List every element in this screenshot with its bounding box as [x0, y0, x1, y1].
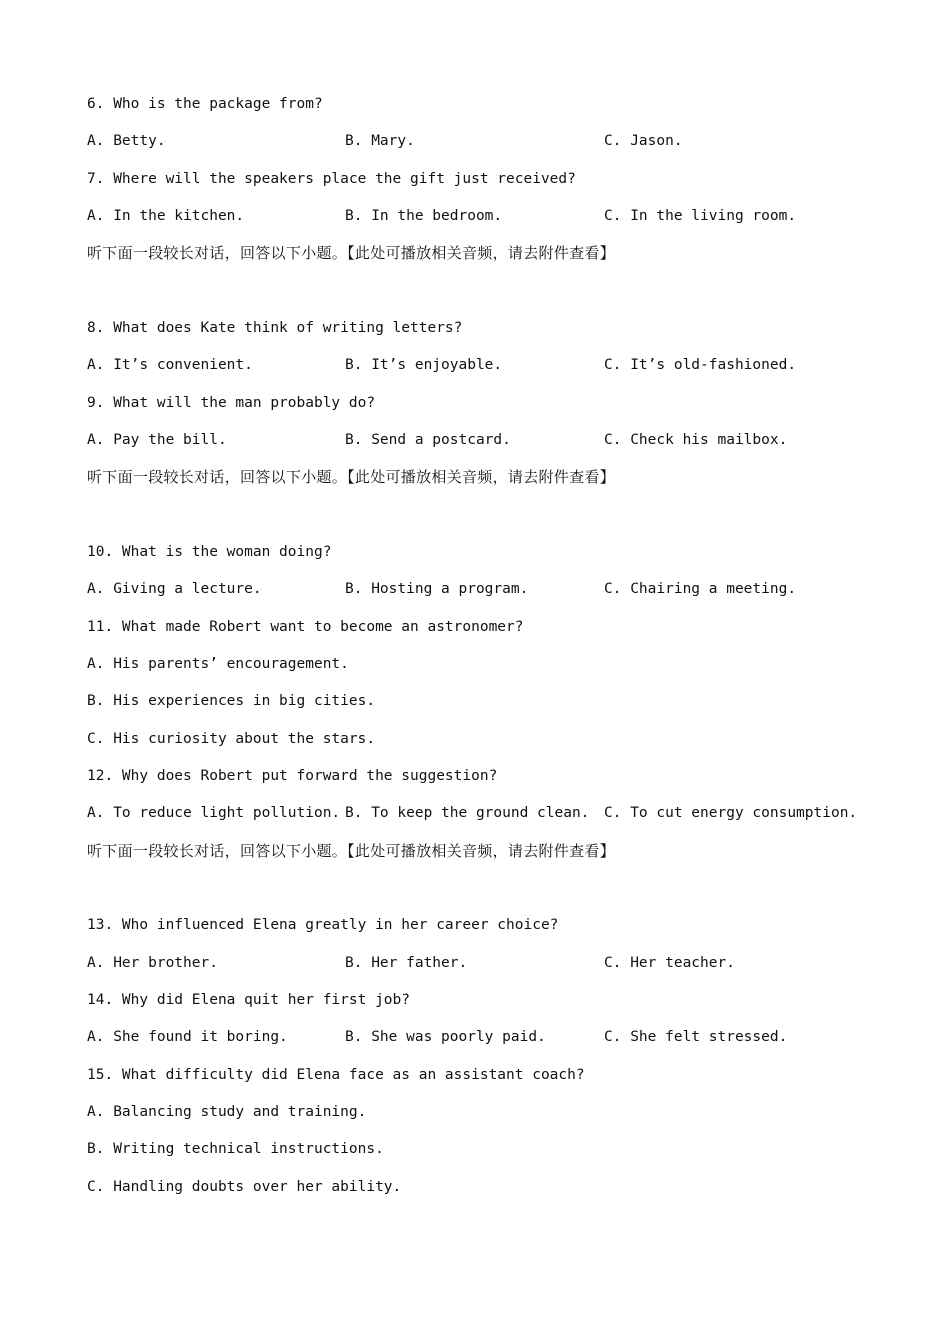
- q10-option-c: C. Chairing a meeting.: [604, 581, 797, 597]
- listening-instruction-3: 听下面一段较长对话，回答以下小题。【此处可播放相关音频，请去附件查看】: [87, 842, 616, 860]
- q7-option-c: C. In the living room.: [604, 208, 797, 224]
- q14-option-b: B. She was poorly paid.: [345, 1029, 546, 1045]
- listening-instruction-1: 听下面一段较长对话，回答以下小题。【此处可播放相关音频，请去附件查看】: [87, 244, 616, 262]
- question-7: 7. Where will the speakers place the gift just received?: [87, 171, 576, 187]
- q11-option-a: A. His parents’ encouragement.: [87, 656, 349, 672]
- q9-option-b: B. Send a postcard.: [345, 432, 511, 448]
- q8-option-a: A. It’s convenient.: [87, 357, 253, 373]
- question-11: 11. What made Robert want to become an astronomer?: [87, 619, 524, 635]
- q6-option-b: B. Mary.: [345, 133, 415, 149]
- q13-option-a: A. Her brother.: [87, 955, 218, 971]
- question-9: 9. What will the man probably do?: [87, 395, 376, 411]
- q10-option-a: A. Giving a lecture.: [87, 581, 262, 597]
- question-6: 6. Who is the package from?: [87, 96, 323, 112]
- q14-option-a: A. She found it boring.: [87, 1029, 288, 1045]
- q7-option-b: B. In the bedroom.: [345, 208, 503, 224]
- question-14: 14. Why did Elena quit her first job?: [87, 992, 411, 1008]
- q12-option-b: B. To keep the ground clean.: [345, 805, 590, 821]
- question-8: 8. What does Kate think of writing letters?: [87, 320, 463, 336]
- q15-option-b: B. Writing technical instructions.: [87, 1141, 384, 1157]
- q13-option-c: C. Her teacher.: [604, 955, 735, 971]
- q10-option-b: B. Hosting a program.: [345, 581, 529, 597]
- q9-option-c: C. Check his mailbox.: [604, 432, 788, 448]
- q6-option-c: C. Jason.: [604, 133, 683, 149]
- q8-option-c: C. It’s old-fashioned.: [604, 357, 797, 373]
- q8-option-b: B. It’s enjoyable.: [345, 357, 503, 373]
- listening-instruction-2: 听下面一段较长对话，回答以下小题。【此处可播放相关音频，请去附件查看】: [87, 468, 616, 486]
- q12-option-a: A. To reduce light pollution.: [87, 805, 341, 821]
- q12-option-c: C. To cut energy consumption.: [604, 805, 858, 821]
- q6-option-a: A. Betty.: [87, 133, 166, 149]
- q15-option-c: C. Handling doubts over her ability.: [87, 1179, 402, 1195]
- q15-option-a: A. Balancing study and training.: [87, 1104, 367, 1120]
- q11-option-b: B. His experiences in big cities.: [87, 693, 376, 709]
- question-12: 12. Why does Robert put forward the suggestion?: [87, 768, 498, 784]
- question-15: 15. What difficulty did Elena face as an assistant coach?: [87, 1067, 585, 1083]
- q13-option-b: B. Her father.: [345, 955, 468, 971]
- q11-option-c: C. His curiosity about the stars.: [87, 731, 376, 747]
- question-10: 10. What is the woman doing?: [87, 544, 332, 560]
- q14-option-c: C. She felt stressed.: [604, 1029, 788, 1045]
- q9-option-a: A. Pay the bill.: [87, 432, 227, 448]
- q7-option-a: A. In the kitchen.: [87, 208, 245, 224]
- question-13: 13. Who influenced Elena greatly in her career choice?: [87, 917, 559, 933]
